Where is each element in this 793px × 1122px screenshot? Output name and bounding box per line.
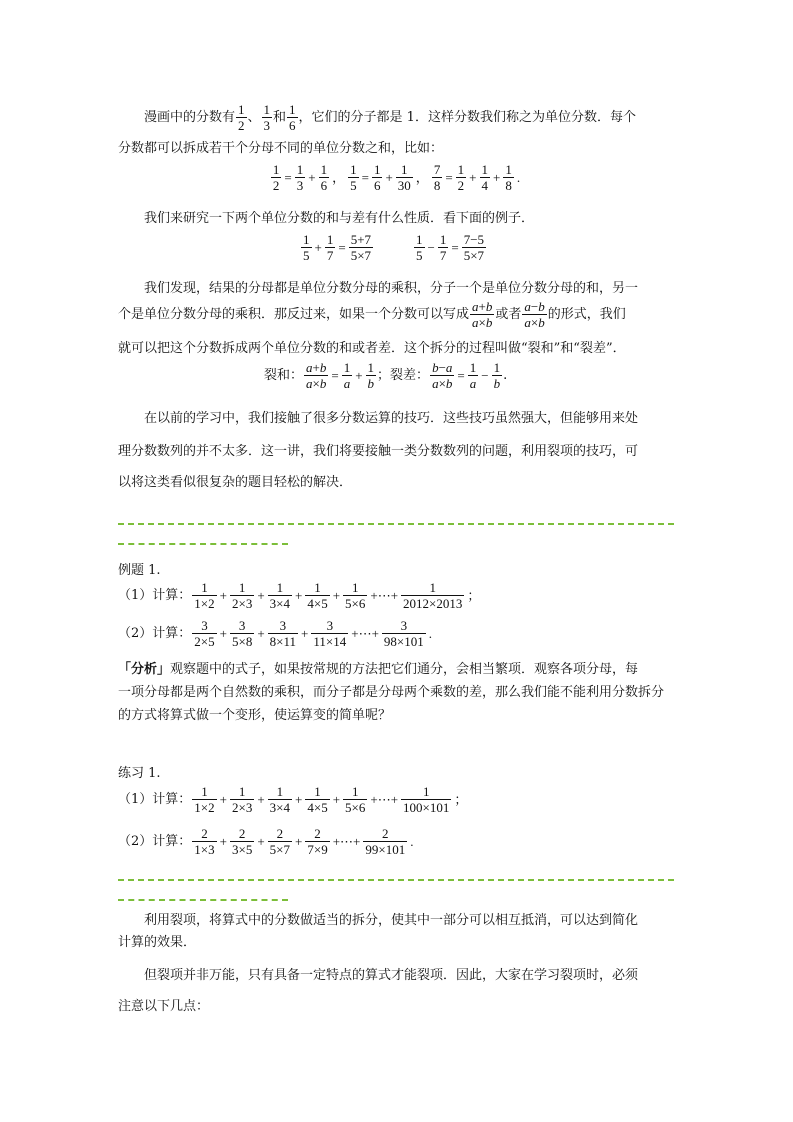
fraction: $\frac{1}{5}$	[416, 232, 423, 263]
analysis-line-2: 一项分母都是两个自然数的乘积，而分子都是分母两个乘数的差，那么我们能不能利用分数拆分	[118, 685, 665, 700]
fraction: $\frac{1}{2}$	[272, 162, 280, 193]
operator: +	[332, 588, 341, 603]
fraction: $\frac{2}{99\times 101}$	[365, 826, 406, 857]
operator: +	[257, 792, 265, 807]
fraction: $\frac{1}{1\times 2}$	[194, 580, 215, 611]
fraction: $\frac{1}{5\times 6}$	[345, 580, 366, 611]
para2-line-1: 在以前的学习中，我们接触了很多分数运算的技巧．这些技巧虽然强大，但能够用来处	[144, 411, 639, 426]
fraction: $\frac{1}{4\times 5}$	[307, 580, 328, 611]
operator: +	[219, 792, 227, 807]
fraction: $\frac{5+7}{5\times 7}$	[350, 232, 372, 263]
text: 的形式，我们	[547, 307, 626, 322]
operator: ，	[415, 170, 429, 185]
operator: +	[355, 368, 363, 383]
example-fractions-row	[118, 162, 674, 193]
operator: .	[516, 170, 521, 185]
fraction: $\frac{1}{4\times 5}$	[307, 784, 328, 815]
intro-line-1	[118, 102, 636, 133]
text: 或者	[495, 307, 522, 322]
difference-example	[413, 232, 487, 263]
fraction: $\frac{1}{5}$	[350, 162, 357, 193]
fraction-one-sixth: $\frac{1}{6}$	[289, 102, 296, 133]
operator: ，	[332, 170, 346, 185]
fraction: $\frac{a-b}{a\times b}$	[524, 299, 545, 330]
operator: +	[295, 792, 303, 807]
intro-line-4: 我们发现，结果的分母都是单位分数分母的乘积，分子一个是单位分数分母的和，另一	[144, 281, 639, 296]
operator: .	[410, 834, 414, 849]
text: 、	[247, 110, 261, 125]
analysis-line-1	[118, 663, 638, 676]
fraction: $\frac{1}{8}$	[505, 162, 512, 193]
fraction: $\frac{1}{3\times 4}$	[269, 580, 290, 611]
question-label: （2）计算：	[118, 626, 192, 641]
split-rules	[264, 360, 507, 391]
fraction: $\frac{1}{7}$	[439, 232, 447, 263]
operator: +⋯+	[332, 834, 361, 849]
intro-line-5	[118, 299, 626, 330]
fraction: $\frac{1}{4}$	[481, 162, 488, 193]
text: ，它们的分子都是 1．这样分数我们称之为单位分数．每个	[298, 110, 636, 125]
operator: +	[295, 834, 303, 849]
fraction: $\frac{1}{1\times 2}$	[194, 784, 215, 815]
fraction: $\frac{1}{6}$	[320, 162, 328, 193]
fraction: $\frac{1}{a}$	[343, 360, 351, 391]
rule-he-label: 裂和：	[264, 368, 304, 383]
operator: +	[257, 626, 265, 641]
question-label: （1）计算：	[118, 792, 192, 807]
sum-example	[300, 232, 374, 263]
fraction: $\frac{1}{a}$	[469, 360, 477, 391]
text: 和	[273, 110, 287, 125]
closing-line-1: 利用裂项，将算式中的分数做适当的拆分，使其中一部分可以相互抵消，可以达到简化	[144, 913, 639, 928]
fraction: $\frac{1}{7}$	[326, 232, 334, 263]
text: .	[503, 368, 508, 383]
question-label: （2）计算：	[118, 834, 192, 849]
question-label: （1）计算：	[118, 588, 192, 603]
operator: =	[445, 170, 453, 185]
fraction: $\frac{b-a}{a\times b}$	[432, 360, 453, 391]
fraction: $\frac{1}{5}$	[303, 232, 310, 263]
fraction: $\frac{7}{8}$	[433, 162, 441, 193]
fraction: $\frac{1}{5\times 6}$	[345, 784, 366, 815]
fraction: $\frac{1}{6}$	[373, 162, 381, 193]
operator: +	[493, 170, 501, 185]
fraction-one-half: $\frac{1}{2}$	[238, 102, 245, 133]
example-q2	[118, 618, 434, 649]
operator: +	[219, 626, 227, 641]
operator: +	[257, 588, 265, 603]
operator: +	[257, 834, 265, 849]
fraction: $\frac{a+b}{a\times b}$	[472, 299, 493, 330]
operator: =	[284, 170, 292, 185]
intro-line-2: 分数都可以拆成若干个分母不同的单位分数之和，比如：	[118, 141, 444, 156]
operator: +	[308, 170, 316, 185]
practice-q1	[118, 784, 469, 815]
fraction: $\frac{1}{2\times 3}$	[231, 784, 253, 815]
operator: +⋯+	[370, 588, 399, 603]
practice-q2	[118, 826, 415, 857]
intro-line-3: 我们来研究一下两个单位分数的和与差有什么性质．看下面的例子．	[144, 211, 535, 226]
operator: −	[481, 368, 489, 383]
fraction: $\frac{2}{1\times 3}$	[194, 826, 215, 857]
operator: ；	[467, 588, 481, 603]
intro-line-6: 就可以把这个分数拆成两个单位分数的和或者差．这个拆分的过程叫做“裂和”和“裂差”．	[118, 341, 626, 356]
operator: +	[219, 588, 227, 603]
closing-line-3: 但裂项并非万能，只有具备一定特点的算式才能裂项．因此，大家在学习裂项时，必须	[144, 968, 639, 983]
fraction: $\frac{2}{3\times 5}$	[231, 826, 253, 857]
operator: =	[457, 368, 465, 383]
divider-dashed	[118, 879, 674, 881]
fraction: $\frac{1}{2012\times 2013}$	[403, 580, 463, 611]
para2-line-3: 以将这类看似很复杂的题目轻松的解决．	[118, 475, 353, 490]
fraction: $\frac{1}{2\times 3}$	[231, 580, 253, 611]
text: 个是单位分数分母的乘积．那反过来，如果一个分数可以写成	[118, 307, 470, 322]
fraction: $\frac{1}{b}$	[493, 360, 501, 391]
fraction: $\frac{1}{30}$	[397, 162, 411, 193]
operator: +	[314, 240, 322, 255]
operator: +	[301, 626, 309, 641]
divider-dashed-short	[118, 543, 288, 545]
text: 漫画中的分数有	[144, 110, 236, 125]
fraction: $\frac{3}{2\times 5}$	[194, 618, 215, 649]
practice-title: 练习 1.	[118, 766, 161, 781]
fraction: $\frac{1}{2}$	[457, 162, 465, 193]
fraction: $\frac{2}{5\times 7}$	[269, 826, 290, 857]
operator: +	[295, 588, 303, 603]
operator: ；	[454, 792, 468, 807]
operator: =	[338, 240, 346, 255]
closing-line-2: 计算的效果．	[118, 935, 197, 950]
operator: +	[332, 792, 341, 807]
fraction: $\frac{7-5}{5\times 7}$	[463, 232, 485, 263]
para2-line-2: 理分数数列的并不太多．这一讲，我们将要接触一类分数数列的问题，利用裂项的技巧，可	[118, 444, 639, 459]
text: 观察题中的式子，如果按常规的方法把它们通分，会相当繁项．观察各项分母，每	[170, 662, 639, 677]
fraction: $\frac{1}{b}$	[367, 360, 375, 391]
operator: +⋯+	[351, 626, 379, 641]
fraction: $\frac{2}{7\times 9}$	[307, 826, 328, 857]
operator: =	[451, 240, 459, 255]
operator: −	[427, 240, 435, 255]
closing-line-4: 注意以下几点：	[118, 999, 210, 1014]
rule-separator: ；裂差：	[377, 368, 430, 383]
operator: +	[385, 170, 393, 185]
operator: +	[469, 170, 477, 185]
operator: .	[428, 626, 433, 641]
fraction: $\frac{1}{100\times 101}$	[403, 784, 450, 815]
example-title: 例题 1.	[118, 563, 161, 578]
fraction: $\frac{1}{3}$	[296, 162, 304, 193]
divider-dashed	[118, 523, 674, 525]
operator: =	[331, 368, 339, 383]
operator: +⋯+	[370, 792, 399, 807]
fraction: $\frac{3}{11\times 14}$	[313, 618, 347, 649]
operator: =	[361, 170, 369, 185]
fraction: $\frac{3}{8\times 11}$	[269, 618, 297, 649]
fraction: $\frac{3}{98\times 101}$	[383, 618, 424, 649]
fraction: $\frac{1}{3\times 4}$	[269, 784, 290, 815]
operator: +	[219, 834, 227, 849]
divider-dashed-short	[118, 899, 288, 901]
fraction: $\frac{a+b}{a\times b}$	[306, 360, 327, 391]
analysis-line-3: 的方式将算式做一个变形，使运算变的简单呢？	[118, 708, 392, 723]
fraction: $\frac{3}{5\times 8}$	[231, 618, 253, 649]
fraction-one-third: $\frac{1}{3}$	[263, 102, 271, 133]
example-q1	[118, 580, 482, 611]
analysis-label: 「分析」	[118, 662, 171, 677]
